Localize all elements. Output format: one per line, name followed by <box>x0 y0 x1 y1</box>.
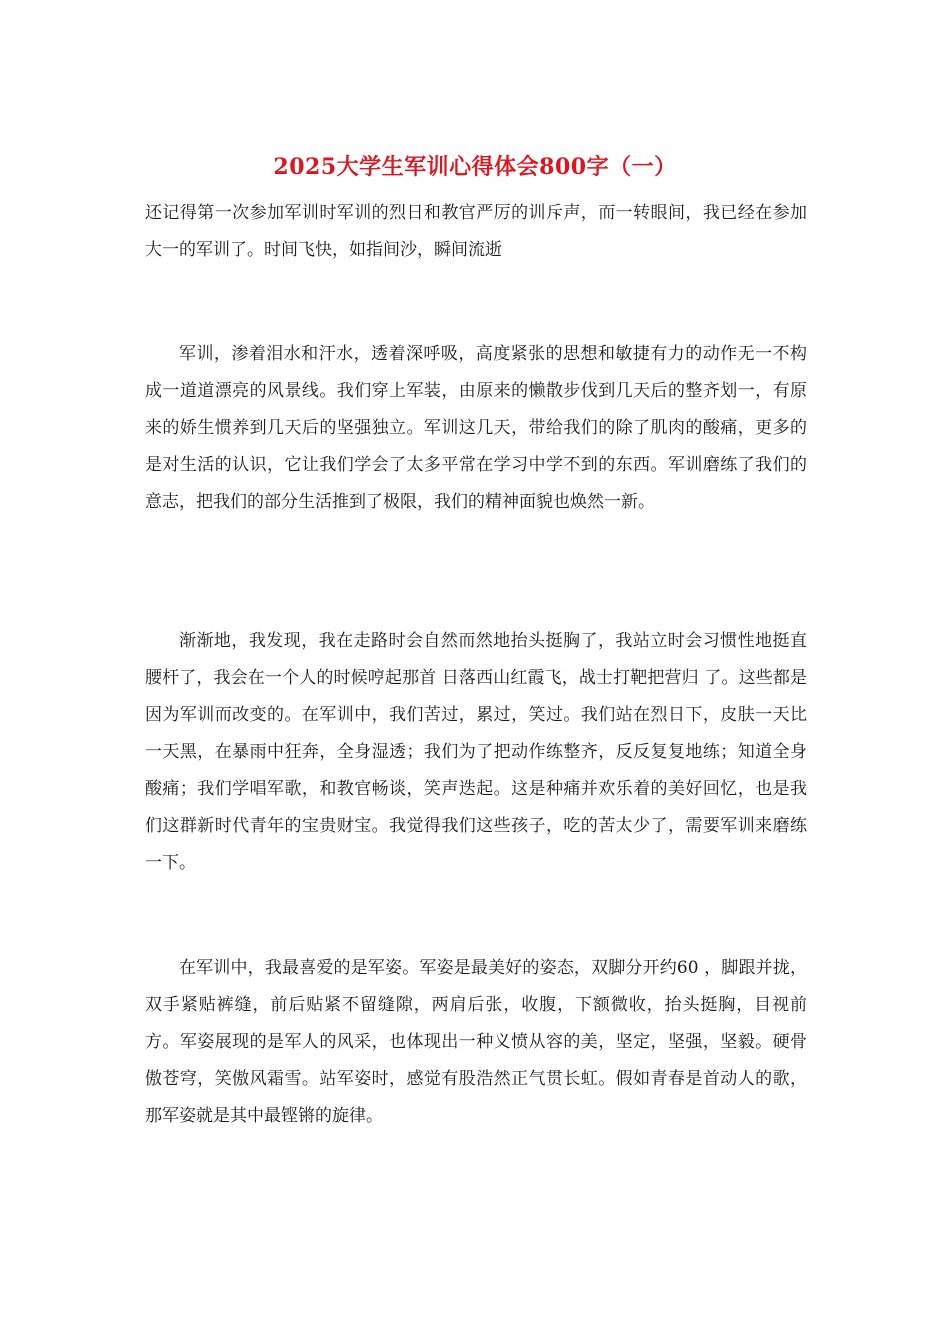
body-paragraph-3: 在军训中，我最喜爱的是军姿。军姿是最美好的姿态，双脚分开约60 ，脚跟并拢，双手紧贴裤缝，前后贴紧不留缝隙，两肩后张，收腹，下额微收，抬头挺胸，目视前方。军姿展现的是军人的风采，也体现出一种义愤从容的美，坚定，坚强，坚毅。硬骨傲苍穹，笑傲风霜雪。站军姿时，感觉有股浩然正气贯长虹。假如青春是首动人的歌，那军姿就是其中最铿锵的旋律。 <box>145 958 807 1126</box>
body-paragraph-2: 渐渐地，我发现，我在走路时会自然而然地抬头挺胸了，我站立时会习惯性地挺直腰杆了，我会在一个人的时候哼起那首 日落西山红霞飞，战士打靶把营归 了。这些都是因为军训而改变的。在军训中，我们苦过，累过，笑过。我们站在烈日下，皮肤一天比一天黑，在暴雨中狂奔，全身湿透；我们为了把动作练整齐，反反复复地练；知道全身酸痛；我们学唱军歌，和教官畅谈，笑声迭起。这是种痛并欢乐着的美好回忆，也是我们这群新时代青年的宝贵财宝。我觉得我们这些孩子，吃的苦太少了，需要军训来磨练一下。 <box>145 631 807 873</box>
body-paragraph-1: 军训，渗着泪水和汗水，透着深呼吸，高度紧张的思想和敏捷有力的动作无一不构成一道道漂亮的风景线。我们穿上军装，由原来的懒散步伐到几天后的整齐划一，有原来的娇生惯养到几天后的坚强独立。军训这几天，带给我们的除了肌肉的酸痛，更多的是对生活的认识，它让我们学会了太多平常在学习中学不到的东西。军训磨练了我们的意志，把我们的部分生活推到了极限，我们的精神面貌也焕然一新。 <box>145 344 807 512</box>
intro-paragraph: 还记得第一次参加军训时军训的烈日和教官严厉的训斥声，而一转眼间，我已经在参加大一的军训了。时间飞快，如指间沙，瞬间流逝 <box>145 203 807 260</box>
document-title: 2025大学生军训心得体会800字（一） <box>273 154 677 180</box>
